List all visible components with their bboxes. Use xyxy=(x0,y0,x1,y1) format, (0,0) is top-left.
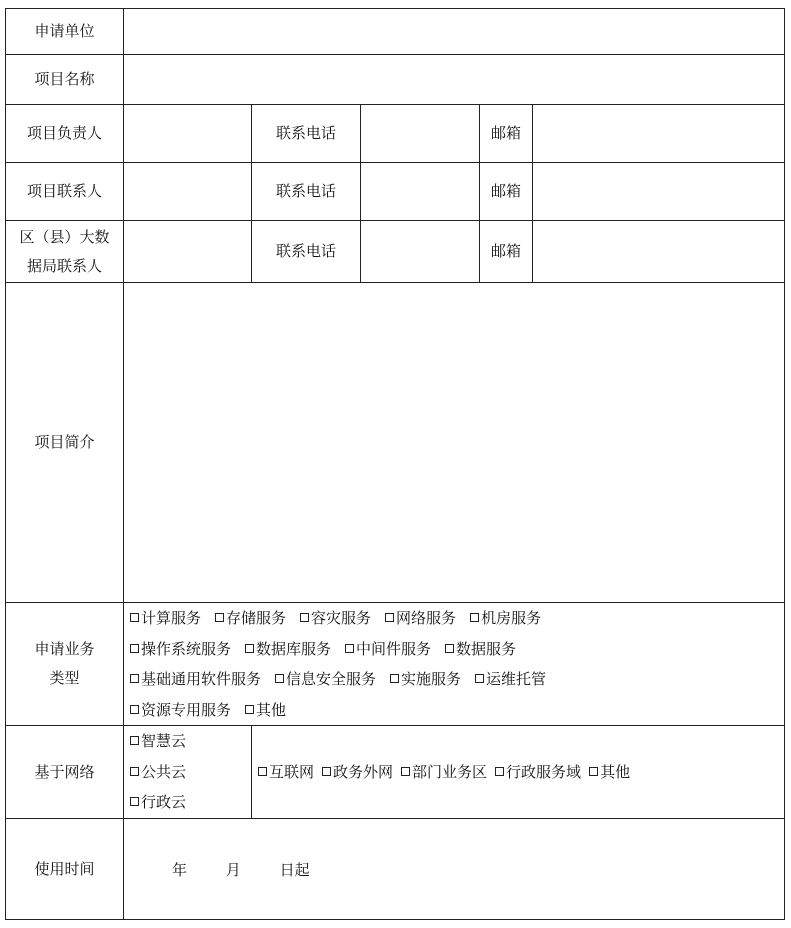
checkbox-icon[interactable] xyxy=(390,674,399,683)
checkbox-icon[interactable] xyxy=(130,767,139,776)
checkbox-option[interactable] xyxy=(385,609,456,627)
day-start-label: 日起 xyxy=(279,860,310,879)
district-contact-email-field[interactable] xyxy=(533,221,785,283)
checkbox-icon[interactable] xyxy=(385,613,394,622)
project-contact-phone-label: 联系电话 xyxy=(252,163,361,221)
checkbox-option[interactable] xyxy=(475,670,546,688)
project-contact-label: 项目联系人 xyxy=(6,163,124,221)
checkbox-label: 基础通用软件服务 xyxy=(141,670,262,688)
checkbox-label: 机房服务 xyxy=(481,609,542,627)
checkbox-icon[interactable] xyxy=(445,644,454,653)
service-type-label-line2: 类型 xyxy=(49,669,80,687)
checkbox-icon[interactable] xyxy=(130,736,139,745)
checkbox-option[interactable] xyxy=(130,670,261,688)
checkbox-icon[interactable] xyxy=(245,644,254,653)
district-contact-field[interactable] xyxy=(124,221,252,283)
checkbox-label: 存储服务 xyxy=(226,609,287,627)
checkbox-icon[interactable] xyxy=(130,644,139,653)
usage-time-field[interactable] xyxy=(124,819,785,920)
service-option-row xyxy=(124,664,784,695)
checkbox-label: 互联网 xyxy=(269,762,315,781)
service-option-row xyxy=(124,634,784,665)
checkbox-option[interactable] xyxy=(445,640,516,658)
project-lead-phone-field[interactable] xyxy=(361,105,480,163)
checkbox-icon[interactable] xyxy=(322,767,331,776)
usage-time-label: 使用时间 xyxy=(6,819,124,920)
cloud-options xyxy=(124,726,252,819)
checkbox-label: 网络服务 xyxy=(396,609,457,627)
checkbox-icon[interactable] xyxy=(470,613,479,622)
checkbox-icon[interactable] xyxy=(401,767,410,776)
usage-date xyxy=(124,859,784,880)
checkbox-icon[interactable] xyxy=(130,613,139,622)
checkbox-icon[interactable] xyxy=(130,705,139,714)
district-contact-label-line2: 据局联系人 xyxy=(26,256,102,275)
checkbox-option[interactable] xyxy=(401,763,487,781)
project-contact-field[interactable] xyxy=(124,163,252,221)
service-type-options xyxy=(124,603,785,726)
checkbox-icon[interactable] xyxy=(258,767,267,776)
project-contact-email-field[interactable] xyxy=(533,163,785,221)
checkbox-icon[interactable] xyxy=(245,705,254,714)
month-label: 月 xyxy=(225,860,241,879)
checkbox-option[interactable] xyxy=(245,701,286,719)
cloud-option-row xyxy=(124,787,251,818)
checkbox-option[interactable] xyxy=(258,763,314,781)
checkbox-label: 行政服务域 xyxy=(506,762,582,781)
checkbox-option[interactable] xyxy=(589,763,630,781)
year-label: 年 xyxy=(172,860,188,879)
service-type-label xyxy=(6,603,124,726)
checkbox-label: 信息安全服务 xyxy=(286,670,377,688)
checkbox-option[interactable] xyxy=(345,640,431,658)
checkbox-option[interactable] xyxy=(275,670,376,688)
application-form xyxy=(5,8,785,920)
checkbox-icon[interactable] xyxy=(345,644,354,653)
project-intro-field[interactable] xyxy=(124,283,785,603)
project-contact-email-label: 邮箱 xyxy=(480,163,533,221)
checkbox-label: 运维托管 xyxy=(486,670,547,688)
service-type-label-line1: 申请业务 xyxy=(34,640,95,658)
checkbox-icon[interactable] xyxy=(300,613,309,622)
checkbox-icon[interactable] xyxy=(215,613,224,622)
service-option-row xyxy=(124,695,784,726)
checkbox-label: 数据服务 xyxy=(456,639,517,658)
checkbox-option[interactable] xyxy=(245,640,331,658)
project-lead-field[interactable] xyxy=(124,105,252,163)
checkbox-icon[interactable] xyxy=(589,767,598,776)
checkbox-option[interactable] xyxy=(130,793,186,811)
project-name-field[interactable] xyxy=(124,55,785,105)
applicant-unit-label: 申请单位 xyxy=(6,9,124,55)
project-contact-phone-field[interactable] xyxy=(361,163,480,221)
applicant-unit-field[interactable] xyxy=(124,9,785,55)
project-name-label: 项目名称 xyxy=(6,55,124,105)
checkbox-icon[interactable] xyxy=(130,674,139,683)
checkbox-label: 其他 xyxy=(256,700,287,719)
cloud-option-row xyxy=(124,757,251,788)
district-contact-label xyxy=(6,221,124,283)
checkbox-label: 资源专用服务 xyxy=(141,700,232,719)
checkbox-icon[interactable] xyxy=(130,797,139,806)
checkbox-label: 其他 xyxy=(600,762,631,781)
service-option-row xyxy=(124,603,784,634)
checkbox-label: 数据库服务 xyxy=(256,639,332,658)
checkbox-option[interactable] xyxy=(130,609,201,627)
district-contact-label-line1: 区（县）大数 xyxy=(19,227,110,246)
project-lead-email-label: 邮箱 xyxy=(480,105,533,163)
checkbox-label: 中间件服务 xyxy=(356,639,432,658)
district-contact-email-label: 邮箱 xyxy=(480,221,533,283)
checkbox-option[interactable] xyxy=(390,670,461,688)
project-lead-label: 项目负责人 xyxy=(6,105,124,163)
checkbox-label: 操作系统服务 xyxy=(141,639,232,658)
checkbox-option[interactable] xyxy=(495,763,581,781)
district-contact-phone-field[interactable] xyxy=(361,221,480,283)
checkbox-option[interactable] xyxy=(130,763,186,781)
checkbox-option[interactable] xyxy=(130,732,186,750)
checkbox-label: 部门业务区 xyxy=(412,762,488,781)
checkbox-icon[interactable] xyxy=(495,767,504,776)
district-contact-phone-label: 联系电话 xyxy=(252,221,361,283)
checkbox-option[interactable] xyxy=(215,609,286,627)
cloud-option-row xyxy=(124,726,251,757)
network-options xyxy=(252,726,785,819)
checkbox-icon[interactable] xyxy=(475,674,484,683)
checkbox-label: 实施服务 xyxy=(401,670,462,688)
checkbox-option[interactable] xyxy=(130,640,231,658)
checkbox-label: 公共云 xyxy=(141,762,187,781)
checkbox-icon[interactable] xyxy=(275,674,284,683)
checkbox-option[interactable] xyxy=(130,701,231,719)
project-lead-phone-label: 联系电话 xyxy=(252,105,361,163)
project-intro-label: 项目简介 xyxy=(6,283,124,603)
checkbox-label: 容灾服务 xyxy=(311,609,372,627)
network-label: 基于网络 xyxy=(6,726,124,819)
checkbox-label: 计算服务 xyxy=(141,609,202,627)
checkbox-label: 政务外网 xyxy=(333,762,394,781)
checkbox-option[interactable] xyxy=(322,763,393,781)
checkbox-option[interactable] xyxy=(300,609,371,627)
checkbox-label: 智慧云 xyxy=(141,732,187,751)
checkbox-option[interactable] xyxy=(470,609,541,627)
checkbox-label: 行政云 xyxy=(141,793,187,812)
network-option-row xyxy=(252,757,784,788)
project-lead-email-field[interactable] xyxy=(533,105,785,163)
